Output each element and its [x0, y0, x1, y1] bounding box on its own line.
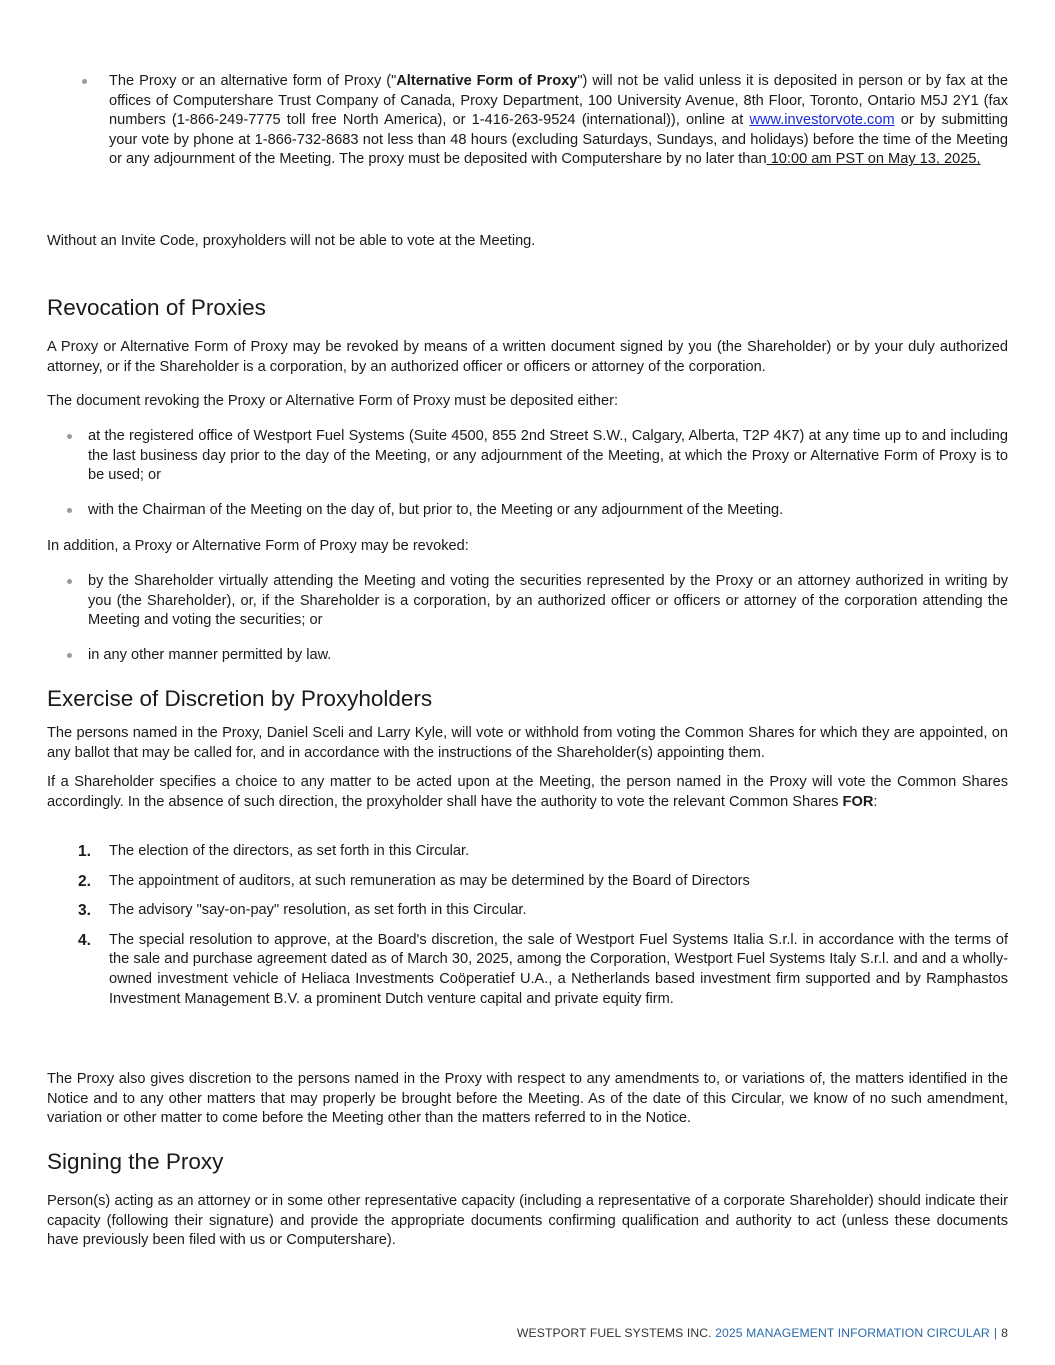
discretion-paragraph-2 — [47, 773, 1008, 812]
footer-company: WESTPORT FUEL SYSTEMS INC. — [516, 1326, 712, 1340]
discretion-paragraph-3: The Proxy also gives discretion to the persons named in the Proxy with respect to any amendments to, or variations of, the matters identified in the Notice and to any other matters that may properly be brought before the Meeting. As of the date of this Circular, we know of no such amendment, variation or other matter to come before the Meeting other than the matters referred to in the Notice. — [47, 1071, 1008, 1127]
page-number: 8 — [1001, 1326, 1008, 1340]
list-item-text: with the Chairman of the Meeting on the day of, but prior to, the Meeting or any adjournment of the Meeting. — [88, 501, 784, 518]
list-item-text: at the registered office of Westport Fuel Systems (Suite 4500, 855 2nd Street S.W., Calgary, Alberta, T2P 4K7) at any time up to and including the last business day prior to the day of the Meeting, or any adjournment of the Meeting, at which the Proxy or Alternative Form of Proxy is to be used; or — [88, 428, 1008, 484]
section-heading-discretion: Exercise of Discretion by Proxyholders — [47, 686, 433, 711]
deadline-text: 10:00 am PST on May 13, 2025, — [766, 151, 981, 168]
bullet-icon — [67, 653, 72, 658]
list-item-text: The appointment of auditors, at such remuneration as may be determined by the Board of Directors — [109, 872, 750, 889]
bullet-icon — [67, 508, 72, 513]
proxy-deposit-list — [47, 72, 1008, 170]
list-item — [47, 501, 1008, 521]
bullet-icon — [82, 79, 87, 84]
deposit-options-list — [47, 427, 1008, 520]
defined-term: Alternative Form of Proxy — [396, 73, 578, 89]
bullet-text: or by submitting your vote by phone at 1-866-732-8683 not less than 48 hours (excluding Saturdays, Sundays, and holidays) before the time of the Meeting or any adjournment of the Meeting. The proxy must be deposited with Computershare by no later than — [109, 112, 1008, 168]
page-footer — [517, 1326, 1008, 1341]
list-number: 1. — [78, 843, 91, 860]
revocation-paragraph: A Proxy or Alternative Form of Proxy may be revoked by means of a written document signed by you (the Shareholder) or by your duly authorized attorney, or if the Shareholder is a corporation, by an authorized officer or officers or attorney of the corporation. — [47, 339, 1008, 375]
footer-document-title: 2025 MANAGEMENT INFORMATION CIRCULAR — [715, 1326, 990, 1340]
bullet-icon — [67, 434, 72, 439]
list-item — [47, 427, 1008, 486]
invite-code-note: Without an Invite Code, proxyholders will not be able to vote at the Meeting. — [47, 233, 536, 249]
list-item-text: in any other manner permitted by law. — [88, 646, 332, 663]
list-item-text: The election of the directors, as set forth in this Circular. — [109, 843, 470, 859]
list-item-text: The advisory "say-on-pay" resolution, as set forth in this Circular. — [109, 902, 527, 919]
footer-separator: | — [993, 1326, 998, 1340]
discretion-paragraph-1: The persons named in the Proxy, Daniel Sceli and Larry Kyle, will vote or withhold from voting the Common Shares for which they are appointed, on any ballot that may be called for, and in accordance with the instructions of the Shareholder(s) appointing them. — [47, 725, 1008, 761]
list-item — [47, 572, 1008, 631]
matters-list — [47, 842, 1008, 1009]
list-item — [47, 842, 1008, 862]
list-item — [47, 872, 1008, 892]
paragraph-text: : — [873, 793, 878, 810]
list-item — [47, 931, 1008, 1009]
list-item-text: by the Shareholder virtually attending the Meeting and voting the securities represented by the Proxy or an attorney authorized in writing by you (the Shareholder), or, if the Shareholder is a corporation, by an authorized officer or officers or attorney of the corporation attending the Meeting and voting the securities; or — [88, 573, 1008, 629]
section-heading-signing: Signing the Proxy — [47, 1149, 224, 1174]
list-item — [47, 901, 1008, 921]
section-heading-revocation: Revocation of Proxies — [47, 295, 266, 320]
revocation-additional-intro: In addition, a Proxy or Alternative Form of Proxy may be revoked: — [47, 538, 469, 554]
revocation-deposit-intro: The document revoking the Proxy or Alternative Form of Proxy must be deposited either: — [47, 393, 619, 409]
bullet-icon — [67, 579, 72, 584]
list-number: 4. — [78, 931, 91, 949]
bullet-text: The Proxy or an alternative form of Proxy (" — [109, 73, 397, 89]
paragraph-text: If a Shareholder specifies a choice to any matter to be acted upon at the Meeting, the person named in the Proxy will vote the Common Shares accordingly. In the absence of such direction, the proxyholder shall have the authority to vote the relevant Common Shares — [47, 774, 1008, 810]
bullet-text: ") will not be valid unless it is deposited in person or by fax at the offices of Computershare Trust Company of Canada, Proxy Department, 100 University Avenue, 8th Floor, Toronto, Ontario M5J 2Y1 (fax numbers (1-866-249-7775 toll free North America), or 1-416-263-9524 (international)), online at — [109, 73, 1008, 129]
proxy-deposit-bullet — [47, 72, 1008, 170]
for-emphasis: FOR — [842, 793, 874, 810]
other-methods-list — [47, 572, 1008, 665]
signing-paragraph: Person(s) acting as an attorney or in some other representative capacity (including a representative of a corporate Shareholder) should indicate their capacity (following their signature) and provide the appropriate documents confirming qualification and authority to act (unless these documents have previously been filed with us or Computershare). — [47, 1193, 1008, 1249]
list-item-text: The special resolution to approve, at the Board's discretion, the sale of Westport Fuel Systems Italia S.r.l. in accordance with the terms of the sale and purchase agreement dated as of March 30, 2025, among the Corporation, Westport Fuel Systems Italy S.r.l. and and a wholly-owned investment vehicle of Heliaca Investments Coöperatief U.A., a Netherlands based investment firm supported and by Ramphastos Investment Management B.V. a prominent Dutch venture capital and private equity firm. — [109, 931, 1008, 1007]
list-item — [47, 646, 1008, 666]
list-number: 3. — [78, 902, 91, 920]
list-number: 2. — [78, 872, 91, 890]
investorvote-link[interactable]: www.investorvote.com — [749, 112, 895, 129]
